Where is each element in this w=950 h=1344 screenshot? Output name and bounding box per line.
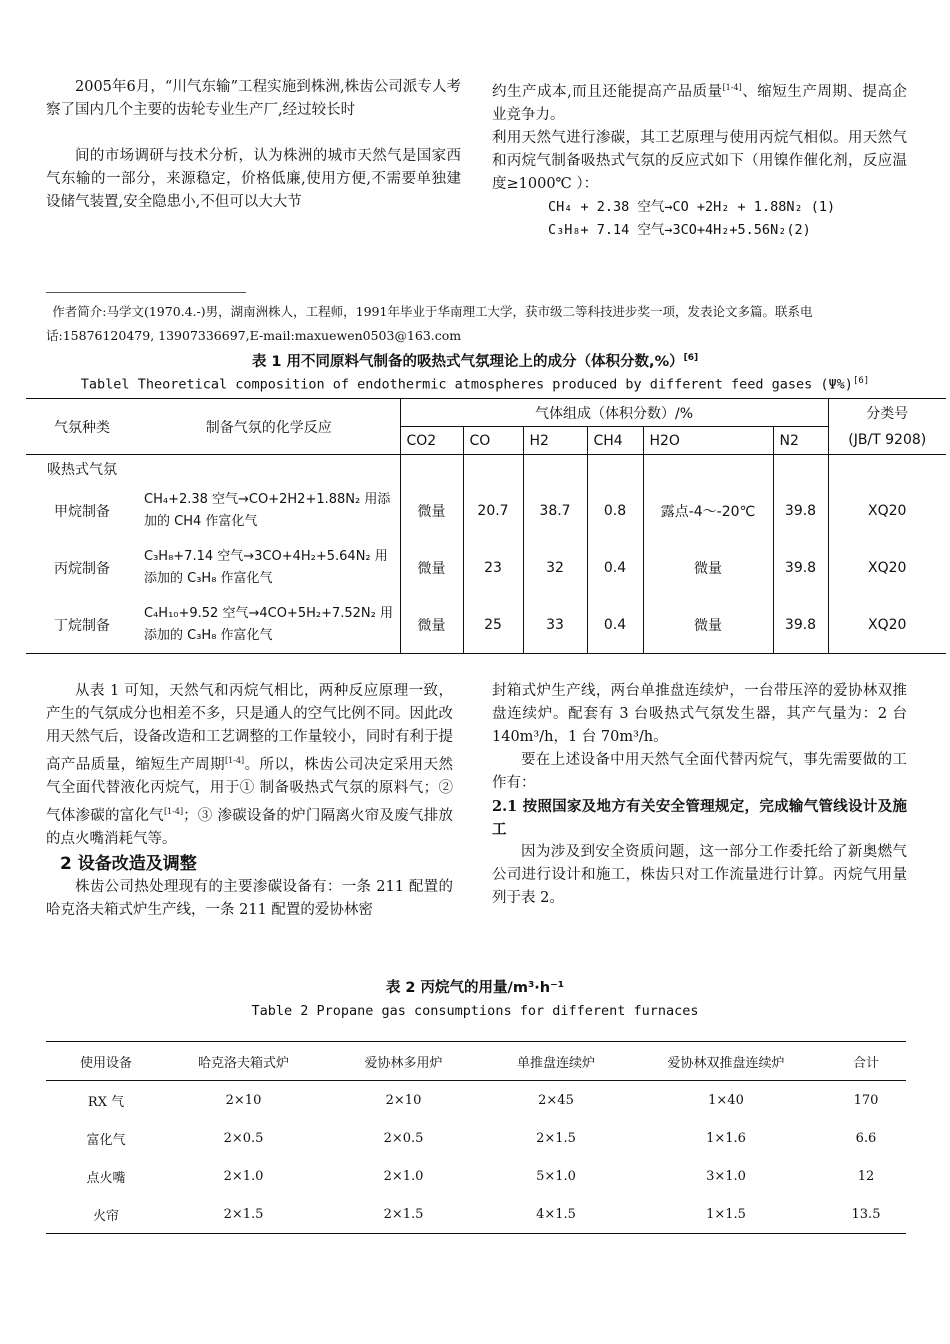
paragraph: 间的市场调研与技术分析，认为株洲的城市天然气是国家西气东输的一部分，来源稳定，价格低廉,使用方便,不需要单独建设储气装置,安全隐患小,不但可以大大节 (46, 148, 461, 210)
paragraph: 约生产成本,而且还能提高产品质量[1-4]、缩短生产周期、提高企业竞争力。 (492, 83, 907, 123)
header-class: 分类号 (828, 399, 946, 427)
left-column-top (46, 76, 461, 214)
table-row: 火帘 2×1.5 2×1.5 4×1.5 1×1.5 13.5 (46, 1195, 906, 1234)
table2-caption-cn: 表 2 丙烷气的用量/m³·h⁻¹ (385, 980, 565, 996)
table1-caption-en: Tablel Theoretical composition of endothermic atmospheres produced by different feed gases (Ψ%)[6] (80, 376, 870, 393)
table-2 (46, 1041, 906, 1234)
paragraph: 要在上述设备中用天然气全面代替丙烷气，事先需要做的工作有： (492, 752, 907, 791)
paragraph: 因为涉及到安全资质问题，这一部分工作委托给了新奥燃气公司进行设计和施工，株齿只对工作流量进行计算。丙烷气用量列于表 2。 (492, 844, 907, 906)
table-1 (26, 398, 946, 654)
right-column-bottom (492, 680, 907, 910)
header-co: CO (463, 427, 523, 455)
footnote-separator (46, 292, 246, 293)
subsection-heading: 2.1 按照国家及地方有关安全管理规定，完成输气管线设计及施工 (492, 798, 907, 838)
citation: [1-4] (722, 83, 742, 92)
author-note: 作者简介:马学文(1970.4.-)男，湖南洲株人，工程师，1991年毕业于华南理工大学，获市级二等科技进步奖一项，发表论文多篇。联系电话:15876120479, 13907336697,E-mail:maxuewen0503@163.com (46, 304, 813, 343)
table2-caption-en: Table 2 Propane gas consumptions for different furnaces (251, 1003, 699, 1019)
table-row: 丙烷制备 C₃H₈+7.14 空气→3CO+4H₂+5.64N₂ 用添加的 C₃H₈ 作富化气 微量 23 32 0.4 微量 39.8 XQ20 (26, 540, 946, 597)
equation-2: C₃H₈+ 7.14 空气→3CO+4H₂+5.56N₂(2) (548, 221, 811, 238)
citation: [1-4] (225, 756, 245, 765)
left-column-bottom (46, 680, 453, 922)
paragraph: 利用天然气进行渗碳，其工艺原理与使用丙烷气相似。用天然气和丙烷气制备吸热式气氛的反应式如下（用镍作催化剂，反应温度≥1000℃ ）： (492, 129, 907, 192)
table-row: RX 气 2×10 2×10 2×45 1×40 170 (87, 1092, 879, 1110)
table-row: 富化气 2×0.5 2×0.5 2×1.5 1×1.6 6.6 (86, 1130, 877, 1148)
header-co2: CO2 (400, 427, 463, 455)
header-atmosphere-type: 气氛种类 (26, 399, 138, 455)
table-row: 点火嘴 2×1.0 2×1.0 5×1.0 3×1.0 12 (86, 1168, 875, 1186)
right-column-top (492, 76, 907, 242)
header-class-standard: (JB/T 9208) (828, 427, 946, 455)
section-heading: 2 设备改造及调整 (60, 853, 197, 874)
citation: [1-4] (163, 806, 184, 816)
header-h2: H2 (523, 427, 587, 455)
paragraph: 从表 1 可知，天然气和丙烷气相比，两种反应原理一致，产生的气氛成分也相差不多，只是通人的空气比例不同。因此改用天然气后，设备改造和工艺调整的工作量较小，同时有利于提高产品质量，缩短生产周期[1-4]。所以，株齿公司决定采用天然气全面代替液化丙烷气，用于① 制备吸热式气氛的原料气；② 气体渗碳的富化气[1-4]；③ 渗碳设备的炉门隔离火帘及废气排放的点火嘴消耗气等。 (46, 683, 454, 847)
paragraph: 封箱式炉生产线，两台单推盘连续炉，一台带压淬的爱协林双推盘连续炉。配套有 3 台吸热式气氛发生器，其产气量为：2 台 140m³/h，1 台 70m³/h。 (492, 683, 907, 745)
equation-1: CH₄ + 2.38 空气→CO +2H₂ + 1.88N₂ (1) (548, 198, 836, 215)
paragraph: 2005年6月，“川气东输”工程实施到株洲,株齿公司派专人考察了国内几个主要的齿轮专业生产厂,经过较长时 (46, 79, 461, 118)
table1-caption-cn: 表 1 用不同原料气制备的吸热式气氛理论上的成分（体积分数,%）[6] (251, 353, 699, 370)
header-composition: 气体组成（体积分数）/% (400, 399, 828, 427)
group-label: 吸热式气氛 (26, 455, 138, 483)
table-row: 甲烷制备 CH₄+2.38 空气→CO+2H2+1.88N₂ 用添加的 CH4 作富化气 微量 20.7 38.7 0.8 露点-4～-20℃ 39.8 XQ20 (26, 483, 946, 540)
header-reaction: 制备气氛的化学反应 (138, 399, 400, 455)
header-ch4: CH4 (587, 427, 643, 455)
table-header-row: 使用设备 哈克洛夫箱式炉 爱协林多用炉 单推盘连续炉 爱协林双推盘连续炉 合计 (46, 1042, 906, 1081)
header-n2: N2 (773, 427, 828, 455)
header-h2o: H2O (643, 427, 773, 455)
table-row: 丁烷制备 C₄H₁₀+9.52 空气→4CO+5H₂+7.52N₂ 用添加的 C₃H₈ 作富化气 微量 25 33 0.4 微量 39.8 XQ20 (26, 597, 946, 654)
paragraph: 株齿公司热处理现有的主要渗碳设备有：一条 211 配置的哈克洛夫箱式炉生产线，一条 211 配置的爱协林密 (46, 878, 453, 918)
